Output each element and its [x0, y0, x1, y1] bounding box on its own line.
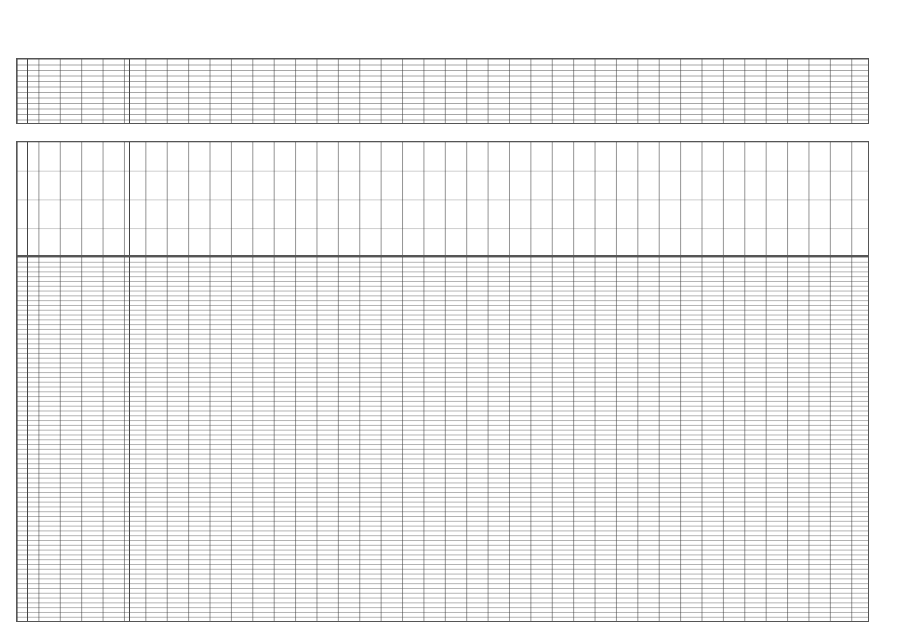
name-column-divider: [129, 257, 130, 621]
upper-table: [16, 58, 869, 124]
name-column-divider: [129, 59, 130, 123]
table-caption: [16, 126, 869, 140]
row-number-column-divider: [27, 142, 28, 255]
row-number-column-divider: [27, 257, 28, 621]
name-column-divider: [129, 142, 130, 255]
row-number-column-divider: [27, 59, 28, 123]
header-table: [16, 141, 869, 256]
body-table: [16, 256, 869, 622]
